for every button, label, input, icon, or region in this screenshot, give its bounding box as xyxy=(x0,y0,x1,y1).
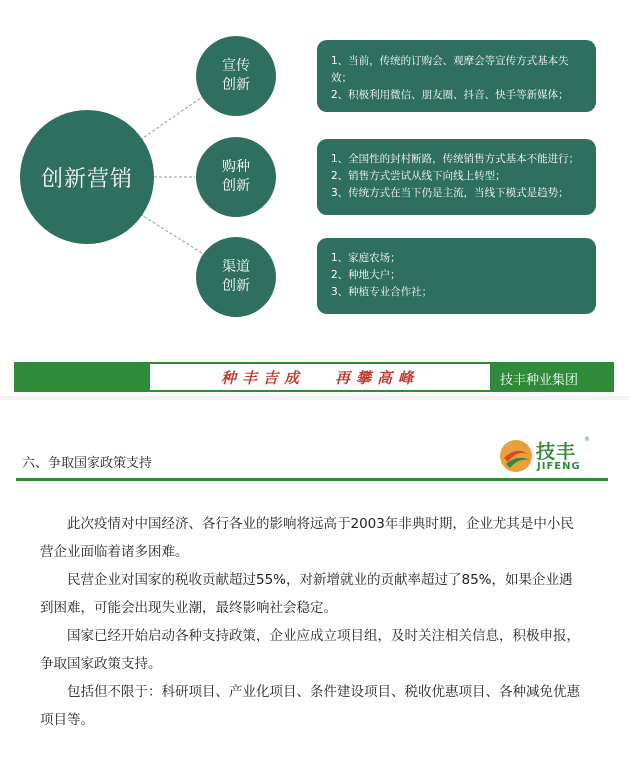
circle-label: 创新 xyxy=(222,278,250,294)
paragraph: 国家已经开始启动各种支持政策，企业应成立项目组，及时关注相关信息，积极申报，争取国家政策支持。 xyxy=(40,628,580,672)
paragraph: 包括但不限于：科研项目、产业化项目、条件建设项目、税收优惠项目、各种减免优惠项目等。 xyxy=(40,684,580,728)
paragraph: 此次疫情对中国经济、各行各业的影响将远高于2003年非典时期，企业尤其是中小民营企业面临着诸多困难。 xyxy=(40,516,574,560)
circle-label: 宣传 xyxy=(222,58,250,74)
connector-line xyxy=(140,214,205,255)
section-underline xyxy=(16,478,608,481)
box-purchase xyxy=(317,139,596,215)
circle-label: 创新 xyxy=(222,178,250,194)
circle-channel xyxy=(196,237,276,317)
circle-label: 购种 xyxy=(222,159,250,175)
logo-registered: ® xyxy=(584,436,590,443)
box-line: 2、销售方式尝试从线下向线上转型； xyxy=(331,170,506,182)
footer-brand: 技丰种业集团 xyxy=(500,373,579,388)
jifeng-logo-icon xyxy=(498,438,534,474)
box-line: 3、传统方式在当下仍是主流，当线下模式是趋势； xyxy=(331,187,569,199)
slogan-left: 种丰吉成 xyxy=(220,368,305,387)
circle-label: 渠道 xyxy=(222,259,250,275)
box-line: 3、种植专业合作社； xyxy=(331,286,433,298)
circle-purchase xyxy=(196,137,276,217)
circle-label: 创新 xyxy=(222,77,250,93)
section-title: 六、争取国家政策支持 xyxy=(22,456,153,471)
logo-chinese: 技丰 xyxy=(536,441,577,463)
body-text xyxy=(40,510,585,734)
box-line: 2、积极利用微信、朋友圈、抖音、快手等新媒体； xyxy=(331,89,569,101)
connector-line xyxy=(140,95,205,140)
box-line: 1、当前，传统的订购会、观摩会等宣传方式基本失效； xyxy=(331,55,569,84)
footer-slogan xyxy=(150,362,490,392)
slogan-right: 再攀高峰 xyxy=(335,368,420,387)
box-channel xyxy=(317,238,596,314)
circle-publicity xyxy=(196,36,276,116)
box-line: 1、全国性的封村断路，传统销售方式基本不能进行； xyxy=(331,153,580,165)
paragraph: 民营企业对国家的税收贡献超过55%，对新增就业的贡献率超过了85%，如果企业遇到困难，可能会出现失业潮，最终影响社会稳定。 xyxy=(40,572,573,616)
center-circle: 创新营销 xyxy=(20,110,154,244)
box-line: 1、家庭农场； xyxy=(331,252,401,264)
box-line: 2、种地大户； xyxy=(331,269,401,281)
logo-english: JIFENG xyxy=(537,461,581,472)
box-publicity xyxy=(317,40,596,112)
